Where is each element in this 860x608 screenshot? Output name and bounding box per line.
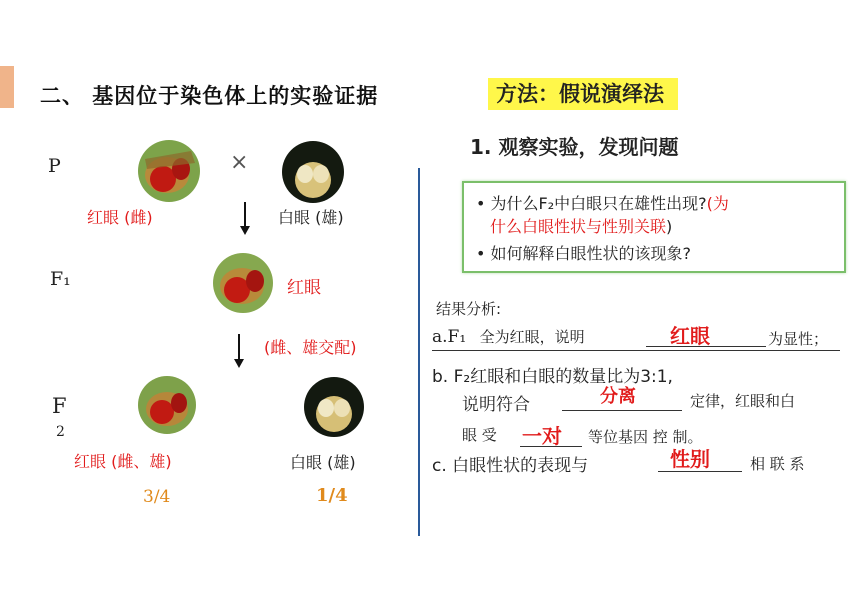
method-highlight: 方法：假说演绎法 bbox=[488, 78, 678, 110]
f2-generation-label: F bbox=[52, 394, 67, 418]
page-title: 二、 基因位于染色体上的实验证据 bbox=[40, 84, 379, 108]
question-box bbox=[462, 181, 846, 273]
f1-generation-label: F₁ bbox=[50, 268, 71, 290]
p-female-label: 红眼 (雌) bbox=[87, 208, 153, 227]
analysis-b3: 眼 受 一对 等位基因 控 制。 bbox=[462, 424, 703, 448]
question-1-continued: 什么白眼性状与性别关联) bbox=[490, 217, 673, 236]
analysis-heading: 结果分析: bbox=[436, 300, 502, 318]
p-male-label: 白眼 (雄) bbox=[278, 208, 344, 227]
line-a-underline bbox=[432, 350, 840, 351]
red-eyed-fly-f2 bbox=[137, 375, 197, 435]
down-arrow-icon bbox=[234, 334, 244, 368]
down-arrow-icon bbox=[240, 202, 250, 235]
analysis-c: c. 白眼性状的表现与 性别 相 联 系 bbox=[432, 447, 805, 476]
red-eyed-fly-f1 bbox=[212, 252, 274, 314]
divider-line bbox=[418, 168, 420, 536]
f2-generation-subscript: 2 bbox=[56, 424, 65, 440]
question-1: • 为什么F₂中白眼只在雄性出现?(为 bbox=[476, 194, 729, 213]
white-eyed-fly-f2 bbox=[303, 376, 365, 438]
accent-bar bbox=[0, 66, 14, 108]
analysis-a: a.F₁ 全为红眼，说明 红眼 为显性； bbox=[432, 324, 829, 348]
question-2: • 如何解释白眼性状的该现象? bbox=[476, 244, 692, 263]
p-generation-label: P bbox=[48, 155, 61, 177]
f2-red-label: 红眼 (雌、雄) bbox=[74, 452, 172, 471]
ratio-red: 3/4 bbox=[143, 487, 171, 507]
analysis-b2: 说明符合 分离 定律，红眼和白 bbox=[462, 386, 796, 415]
f2-white-label: 白眼 (雄) bbox=[290, 453, 356, 472]
mating-label: (雌、雄交配) bbox=[264, 338, 357, 357]
analysis-b: b. F₂红眼和白眼的数量比为3:1, bbox=[432, 367, 673, 387]
f1-phenotype-label: 红眼 bbox=[287, 278, 321, 298]
step1-heading: 1. 观察实验，发现问题 bbox=[470, 135, 679, 159]
red-eyed-fly-p-female bbox=[137, 139, 201, 203]
white-eyed-fly-p-male bbox=[281, 140, 345, 204]
cross-symbol: × bbox=[230, 150, 249, 175]
ratio-white: 1/4 bbox=[316, 485, 348, 506]
